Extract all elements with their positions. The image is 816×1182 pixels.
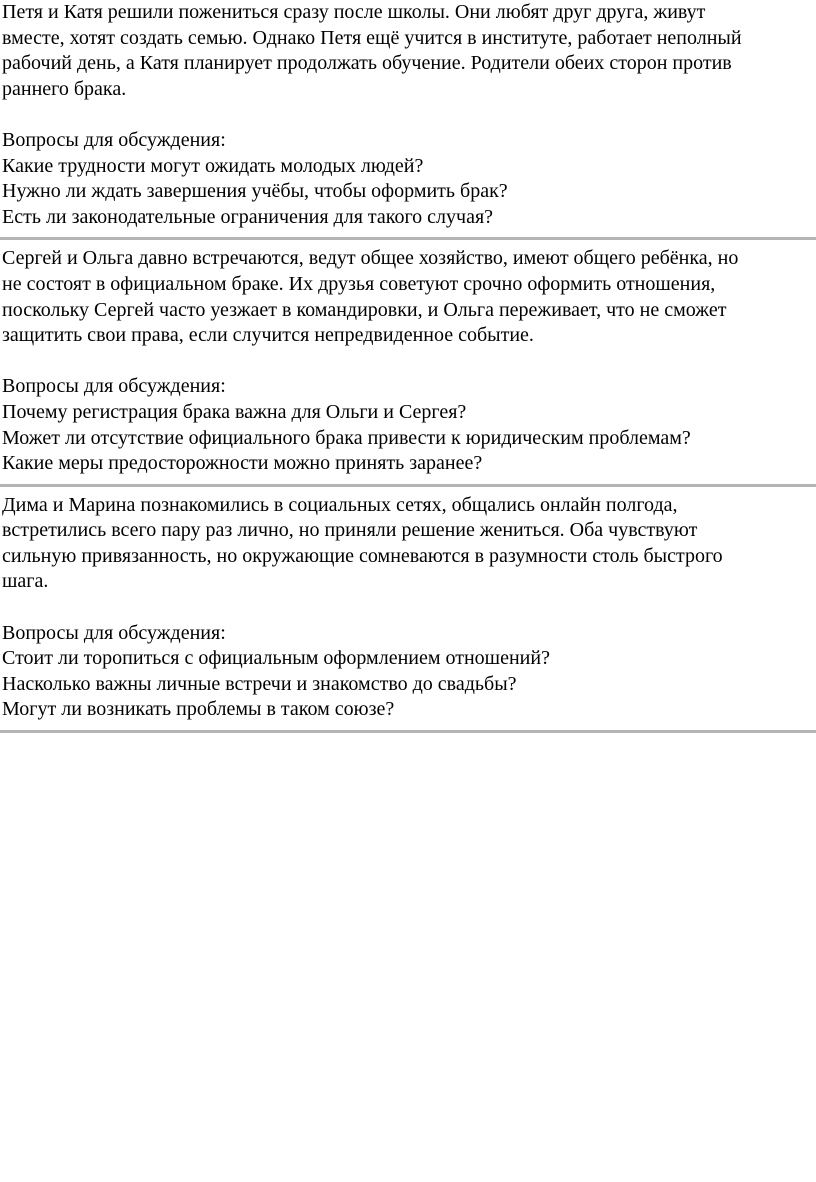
section-divider xyxy=(0,484,816,487)
question-item: Какие трудности могут ожидать молодых людей? xyxy=(2,154,424,177)
story-line: сильную привязанность, но окружающие сомневаются в разумности столь быстрого xyxy=(2,544,723,567)
blank-line xyxy=(2,349,816,375)
questions-heading: Вопросы для обсуждения: xyxy=(2,375,226,398)
questions-heading: Вопросы для обсуждения: xyxy=(2,621,226,644)
question-item: Стоит ли торопиться с официальным оформлением отношений? xyxy=(2,647,550,670)
story-line: поскольку Сергей часто уезжает в командировки, и Ольга переживает, что не сможет xyxy=(2,298,727,321)
case-section xyxy=(0,246,816,476)
section-divider xyxy=(0,730,816,733)
case-section xyxy=(0,0,816,230)
story-line: рабочий день, а Катя планирует продолжать обучение. Родители обеих сторон против xyxy=(2,52,732,75)
story-line: защитить свои права, если случится непредвиденное событие. xyxy=(2,324,534,347)
questions-heading: Вопросы для обсуждения: xyxy=(2,128,226,151)
story-line: вместе, хотят создать семью. Однако Петя ещё учится в институте, работает неполный xyxy=(2,26,742,49)
question-item: Есть ли законодательные ограничения для такого случая? xyxy=(2,205,494,228)
story-line: раннего брака. xyxy=(2,77,127,100)
question-item: Почему регистрация брака важна для Ольги и Сергея? xyxy=(2,400,467,423)
story-line: Сергей и Ольга давно встречаются, ведут общее хозяйство, имеют общего ребёнка, но xyxy=(2,247,739,270)
story-line: Дима и Марина познакомились в социальных сетях, общались онлайн полгода, xyxy=(2,493,678,516)
question-item: Какие меры предосторожности можно принять заранее? xyxy=(2,452,483,475)
question-item: Насколько важны личные встречи и знакомство до свадьбы? xyxy=(2,672,517,695)
question-item: Могут ли возникать проблемы в таком союзе? xyxy=(2,698,395,721)
story-line: Петя и Катя решили пожениться сразу после школы. Они любят друг друга, живут xyxy=(2,1,706,23)
question-item: Нужно ли ждать завершения учёбы, чтобы оформить брак? xyxy=(2,180,508,203)
blank-line xyxy=(2,595,816,621)
section-divider xyxy=(0,237,816,240)
question-item: Может ли отсутствие официального брака привести к юридическим проблемам? xyxy=(2,426,691,449)
story-line: шага. xyxy=(2,570,49,593)
story-line: не состоят в официальном браке. Их друзья советуют срочно оформить отношения, xyxy=(2,272,716,295)
case-section xyxy=(0,493,816,723)
blank-line xyxy=(2,102,816,128)
story-line: встретились всего пару раз лично, но приняли решение жениться. Оба чувствуют xyxy=(2,519,698,542)
